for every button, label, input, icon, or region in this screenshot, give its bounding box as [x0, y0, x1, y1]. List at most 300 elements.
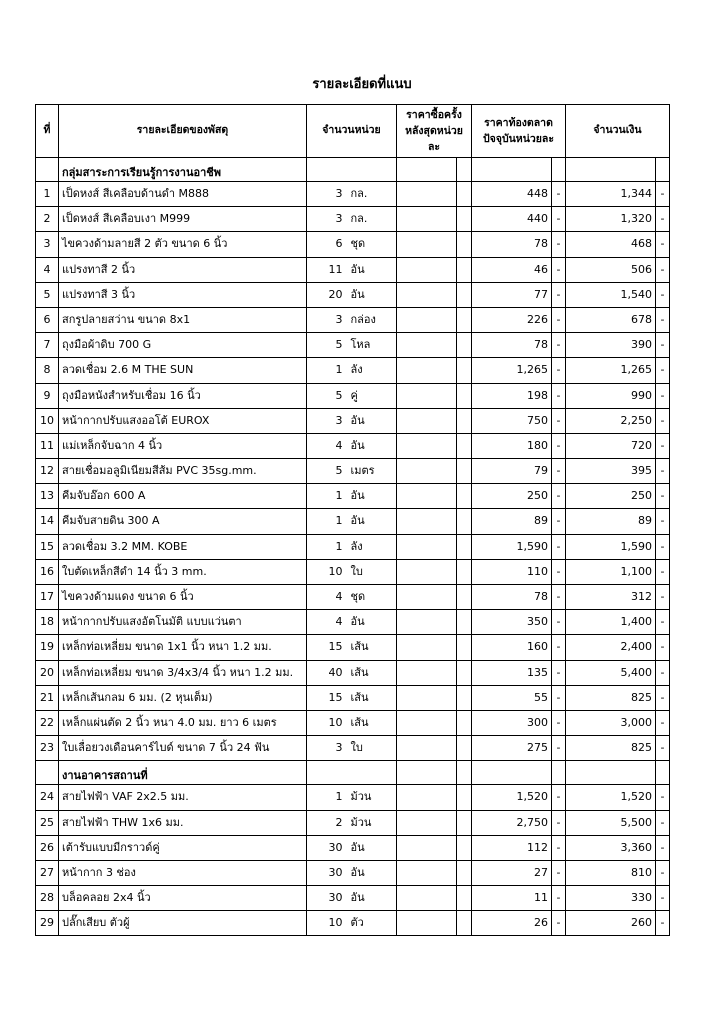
item-quantity: 6: [307, 232, 347, 257]
item-unit: เส้น: [347, 635, 397, 660]
item-unit: ม้วน: [347, 785, 397, 810]
item-market-price-satang: -: [552, 860, 566, 885]
item-last-price: [397, 257, 457, 282]
table-row: [36, 585, 670, 610]
item-amount: 5,500: [566, 810, 656, 835]
item-no: 13: [36, 484, 59, 509]
item-amount: 2,400: [566, 635, 656, 660]
item-market-price: 78: [472, 585, 552, 610]
table-row: [36, 383, 670, 408]
item-amount: 1,400: [566, 610, 656, 635]
group-empty-cell: [472, 158, 552, 182]
item-description: คีมจับอ๊อก 600 A: [59, 484, 307, 509]
item-market-price: 11: [472, 886, 552, 911]
item-unit: เส้น: [347, 710, 397, 735]
table-row: [36, 886, 670, 911]
item-no: 11: [36, 433, 59, 458]
item-market-price: 1,590: [472, 534, 552, 559]
item-description: เต้ารับแบบมีกราวด์คู่: [59, 835, 307, 860]
item-amount-satang: -: [656, 433, 670, 458]
item-amount-satang: -: [656, 685, 670, 710]
item-last-price: [397, 307, 457, 332]
table-row: [36, 685, 670, 710]
item-market-price: 198: [472, 383, 552, 408]
item-description: สายเชื่อมอลูมิเนียมสีส้ม PVC 35sg.mm.: [59, 459, 307, 484]
item-market-price-satang: -: [552, 433, 566, 458]
item-quantity: 40: [307, 660, 347, 685]
item-market-price: 250: [472, 484, 552, 509]
item-no: 26: [36, 835, 59, 860]
item-no: 3: [36, 232, 59, 257]
item-no: 9: [36, 383, 59, 408]
item-unit: อัน: [347, 408, 397, 433]
item-last-price-satang: [457, 307, 472, 332]
item-market-price: 78: [472, 232, 552, 257]
table-row: [36, 484, 670, 509]
item-amount-satang: -: [656, 358, 670, 383]
group-empty-cell: [656, 158, 670, 182]
item-unit: ใบ: [347, 559, 397, 584]
item-market-price: 78: [472, 333, 552, 358]
item-market-price: 112: [472, 835, 552, 860]
item-last-price-satang: [457, 860, 472, 885]
item-amount-satang: -: [656, 307, 670, 332]
item-description: หน้ากากปรับแสงอัตโนมัติ แบบแว่นตา: [59, 610, 307, 635]
header-no: ที่: [36, 105, 59, 158]
item-amount-satang: -: [656, 660, 670, 685]
item-quantity: 4: [307, 433, 347, 458]
item-market-price: 440: [472, 207, 552, 232]
item-no: 15: [36, 534, 59, 559]
item-last-price: [397, 509, 457, 534]
item-last-price: [397, 232, 457, 257]
item-amount-satang: -: [656, 383, 670, 408]
group-heading: งานอาคารสถานที่: [59, 761, 307, 785]
item-unit: ลัง: [347, 358, 397, 383]
item-amount-satang: -: [656, 484, 670, 509]
item-amount-satang: -: [656, 785, 670, 810]
item-amount: 330: [566, 886, 656, 911]
item-unit: ม้วน: [347, 810, 397, 835]
item-market-price-satang: -: [552, 736, 566, 761]
group-empty-cell: [552, 761, 566, 785]
item-amount-satang: -: [656, 282, 670, 307]
table-row: [36, 333, 670, 358]
item-amount-satang: -: [656, 810, 670, 835]
item-no: 19: [36, 635, 59, 660]
item-amount: 1,590: [566, 534, 656, 559]
item-last-price: [397, 484, 457, 509]
item-last-price-satang: [457, 685, 472, 710]
item-market-price: 46: [472, 257, 552, 282]
item-unit: กล่อง: [347, 307, 397, 332]
item-amount: 825: [566, 685, 656, 710]
table-row: [36, 459, 670, 484]
item-quantity: 15: [307, 685, 347, 710]
group-empty-cell: [397, 761, 457, 785]
item-amount: 390: [566, 333, 656, 358]
item-no: 17: [36, 585, 59, 610]
item-amount: 825: [566, 736, 656, 761]
item-quantity: 15: [307, 635, 347, 660]
item-amount-satang: -: [656, 232, 670, 257]
item-description: แปรงทาสี 2 นิ้ว: [59, 257, 307, 282]
item-market-price: 448: [472, 182, 552, 207]
item-market-price-satang: -: [552, 383, 566, 408]
item-description: ไขควงด้ามแดง ขนาด 6 นิ้ว: [59, 585, 307, 610]
item-market-price-satang: -: [552, 282, 566, 307]
item-amount: 678: [566, 307, 656, 332]
item-no: 22: [36, 710, 59, 735]
item-amount: 990: [566, 383, 656, 408]
item-no: 10: [36, 408, 59, 433]
item-market-price: 1,520: [472, 785, 552, 810]
item-market-price-satang: -: [552, 660, 566, 685]
item-quantity: 10: [307, 710, 347, 735]
item-no: 4: [36, 257, 59, 282]
item-last-price: [397, 333, 457, 358]
group-row: [36, 761, 670, 785]
item-last-price: [397, 433, 457, 458]
item-last-price-satang: [457, 207, 472, 232]
item-market-price-satang: -: [552, 559, 566, 584]
item-no: 27: [36, 860, 59, 885]
group-empty-cell: [566, 158, 656, 182]
item-unit: อัน: [347, 860, 397, 885]
item-quantity: 10: [307, 911, 347, 936]
item-amount: 468: [566, 232, 656, 257]
item-no: 20: [36, 660, 59, 685]
item-last-price-satang: [457, 660, 472, 685]
item-last-price: [397, 585, 457, 610]
group-unit-cell: [347, 158, 397, 182]
item-market-price: 350: [472, 610, 552, 635]
item-description: เหล็กท่อเหลี่ยม ขนาด 1x1 นิ้ว หนา 1.2 มม.: [59, 635, 307, 660]
item-no: 21: [36, 685, 59, 710]
item-last-price-satang: [457, 710, 472, 735]
item-market-price-satang: -: [552, 408, 566, 433]
item-no: 14: [36, 509, 59, 534]
item-description: เหล็กท่อเหลี่ยม ขนาด 3/4x3/4 นิ้ว หนา 1.2 มม.: [59, 660, 307, 685]
item-description: เป็ดหงส์ สีเคลือบด้านดำ M888: [59, 182, 307, 207]
item-last-price: [397, 660, 457, 685]
table-row: [36, 610, 670, 635]
table-row: [36, 660, 670, 685]
table-row: [36, 232, 670, 257]
page-title: รายละเอียดที่แนบ: [312, 77, 412, 92]
item-unit: อัน: [347, 610, 397, 635]
table-row: [36, 835, 670, 860]
table-row: [36, 257, 670, 282]
item-amount-satang: -: [656, 559, 670, 584]
item-description: ลวดเชื่อม 2.6 M THE SUN: [59, 358, 307, 383]
item-market-price: 160: [472, 635, 552, 660]
item-last-price-satang: [457, 182, 472, 207]
item-last-price-satang: [457, 282, 472, 307]
item-last-price-satang: [457, 358, 472, 383]
item-last-price-satang: [457, 509, 472, 534]
header-quantity: จำนวนหน่วย: [307, 105, 397, 158]
item-amount: 3,000: [566, 710, 656, 735]
item-amount-satang: -: [656, 886, 670, 911]
group-qty-cell: [307, 158, 347, 182]
table-row: [36, 307, 670, 332]
table-row: [36, 509, 670, 534]
item-market-price: 135: [472, 660, 552, 685]
item-last-price-satang: [457, 835, 472, 860]
table-row: [36, 710, 670, 735]
item-last-price: [397, 282, 457, 307]
item-market-price-satang: -: [552, 911, 566, 936]
table-row: [36, 182, 670, 207]
header-description: รายละเอียดของพัสดุ: [59, 105, 307, 158]
header-row: [36, 105, 670, 158]
group-heading: กลุ่มสาระการเรียนรู้การงานอาชีพ: [59, 158, 307, 182]
item-quantity: 3: [307, 408, 347, 433]
item-last-price: [397, 710, 457, 735]
item-description: ไขควงด้ามลายสี 2 ตัว ขนาด 6 นิ้ว: [59, 232, 307, 257]
item-description: ใบตัดเหล็กสีดำ 14 นิ้ว 3 mm.: [59, 559, 307, 584]
item-last-price: [397, 911, 457, 936]
item-unit: กล.: [347, 182, 397, 207]
item-no: 8: [36, 358, 59, 383]
item-last-price: [397, 635, 457, 660]
item-quantity: 30: [307, 886, 347, 911]
item-no: 24: [36, 785, 59, 810]
item-market-price-satang: -: [552, 257, 566, 282]
item-last-price-satang: [457, 635, 472, 660]
item-quantity: 4: [307, 585, 347, 610]
item-amount-satang: -: [656, 509, 670, 534]
item-market-price-satang: -: [552, 307, 566, 332]
item-market-price: 2,750: [472, 810, 552, 835]
item-no: 18: [36, 610, 59, 635]
item-last-price-satang: [457, 785, 472, 810]
item-amount: 1,520: [566, 785, 656, 810]
item-last-price-satang: [457, 433, 472, 458]
item-last-price: [397, 207, 457, 232]
group-empty-cell: [397, 158, 457, 182]
table-row: [36, 282, 670, 307]
item-no: 16: [36, 559, 59, 584]
item-quantity: 3: [307, 182, 347, 207]
item-description: แปรงทาสี 3 นิ้ว: [59, 282, 307, 307]
table-row: [36, 559, 670, 584]
item-unit: กล.: [347, 207, 397, 232]
table-row: [36, 408, 670, 433]
item-last-price-satang: [457, 585, 472, 610]
table-row: [36, 810, 670, 835]
item-last-price: [397, 408, 457, 433]
item-last-price-satang: [457, 484, 472, 509]
item-quantity: 5: [307, 383, 347, 408]
item-quantity: 3: [307, 307, 347, 332]
item-last-price-satang: [457, 383, 472, 408]
item-no: 5: [36, 282, 59, 307]
item-description: หน้ากาก 3 ช่อง: [59, 860, 307, 885]
item-amount: 1,344: [566, 182, 656, 207]
item-amount-satang: -: [656, 710, 670, 735]
item-amount-satang: -: [656, 585, 670, 610]
item-unit: คู่: [347, 383, 397, 408]
item-amount-satang: -: [656, 408, 670, 433]
item-unit: อัน: [347, 484, 397, 509]
item-last-price-satang: [457, 232, 472, 257]
item-market-price: 26: [472, 911, 552, 936]
item-market-price: 180: [472, 433, 552, 458]
item-description: เหล็กแผ่นตัด 2 นิ้ว หนา 4.0 มม. ยาว 6 เมตร: [59, 710, 307, 735]
group-empty-cell: [457, 158, 472, 182]
item-market-price-satang: -: [552, 685, 566, 710]
item-amount: 1,265: [566, 358, 656, 383]
item-market-price-satang: -: [552, 459, 566, 484]
item-unit: ใบ: [347, 736, 397, 761]
table-row: [36, 207, 670, 232]
item-amount: 1,320: [566, 207, 656, 232]
group-empty-cell: [566, 761, 656, 785]
item-description: ลวดเชื่อม 3.2 MM. KOBE: [59, 534, 307, 559]
item-quantity: 10: [307, 559, 347, 584]
item-market-price: 750: [472, 408, 552, 433]
item-market-price-satang: -: [552, 534, 566, 559]
table-row: [36, 534, 670, 559]
item-quantity: 1: [307, 785, 347, 810]
item-amount: 810: [566, 860, 656, 885]
item-market-price: 77: [472, 282, 552, 307]
item-description: ปลั๊กเสียบ ตัวผู้: [59, 911, 307, 936]
item-amount: 1,540: [566, 282, 656, 307]
item-unit: เส้น: [347, 685, 397, 710]
item-market-price-satang: -: [552, 585, 566, 610]
item-last-price-satang: [457, 534, 472, 559]
item-quantity: 30: [307, 835, 347, 860]
item-no: 23: [36, 736, 59, 761]
group-no-cell: [36, 761, 59, 785]
item-market-price-satang: -: [552, 182, 566, 207]
item-market-price-satang: -: [552, 635, 566, 660]
item-description: สกรูปลายสว่าน ขนาด 8x1: [59, 307, 307, 332]
item-market-price-satang: -: [552, 610, 566, 635]
item-quantity: 30: [307, 860, 347, 885]
item-amount-satang: -: [656, 182, 670, 207]
table-row: [36, 911, 670, 936]
item-last-price: [397, 459, 457, 484]
item-market-price-satang: -: [552, 509, 566, 534]
item-amount-satang: -: [656, 333, 670, 358]
item-last-price-satang: [457, 810, 472, 835]
item-description: สายไฟฟ้า VAF 2x2.5 มม.: [59, 785, 307, 810]
item-no: 1: [36, 182, 59, 207]
group-qty-cell: [307, 761, 347, 785]
item-market-price: 55: [472, 685, 552, 710]
item-amount: 312: [566, 585, 656, 610]
item-last-price: [397, 534, 457, 559]
item-description: ใบเลื่อยวงเดือนคาร์ไบด์ ขนาด 7 นิ้ว 24 ฟัน: [59, 736, 307, 761]
item-market-price: 110: [472, 559, 552, 584]
item-quantity: 1: [307, 534, 347, 559]
item-last-price-satang: [457, 886, 472, 911]
item-last-price-satang: [457, 459, 472, 484]
item-description: บล็อคลอย 2x4 นิ้ว: [59, 886, 307, 911]
item-description: หน้ากากปรับแสงออโต้ EUROX: [59, 408, 307, 433]
item-no: 29: [36, 911, 59, 936]
item-last-price: [397, 810, 457, 835]
item-amount: 506: [566, 257, 656, 282]
table-row: [36, 433, 670, 458]
item-no: 28: [36, 886, 59, 911]
item-no: 2: [36, 207, 59, 232]
item-last-price-satang: [457, 610, 472, 635]
item-no: 7: [36, 333, 59, 358]
item-last-price-satang: [457, 408, 472, 433]
item-quantity: 1: [307, 484, 347, 509]
table-row: [36, 358, 670, 383]
item-unit: เมตร: [347, 459, 397, 484]
item-quantity: 5: [307, 333, 347, 358]
item-amount-satang: -: [656, 911, 670, 936]
item-unit: ลัง: [347, 534, 397, 559]
item-amount-satang: -: [656, 635, 670, 660]
item-market-price: 275: [472, 736, 552, 761]
item-last-price-satang: [457, 911, 472, 936]
group-empty-cell: [457, 761, 472, 785]
item-market-price-satang: -: [552, 358, 566, 383]
table-row: [36, 635, 670, 660]
item-no: 25: [36, 810, 59, 835]
item-market-price: 27: [472, 860, 552, 885]
item-amount: 1,100: [566, 559, 656, 584]
item-unit: อัน: [347, 433, 397, 458]
group-unit-cell: [347, 761, 397, 785]
table-row: [36, 860, 670, 885]
item-quantity: 11: [307, 257, 347, 282]
item-quantity: 5: [307, 459, 347, 484]
item-last-price: [397, 358, 457, 383]
item-unit: อัน: [347, 509, 397, 534]
item-last-price: [397, 860, 457, 885]
item-last-price: [397, 736, 457, 761]
item-market-price: 300: [472, 710, 552, 735]
item-market-price: 89: [472, 509, 552, 534]
item-quantity: 2: [307, 810, 347, 835]
header-amount: จำนวนเงิน: [566, 105, 670, 158]
header-last-price: ราคาซื้อครั้งหลังสุดหน่วยละ: [397, 105, 472, 158]
item-last-price-satang: [457, 736, 472, 761]
item-amount: 2,250: [566, 408, 656, 433]
group-empty-cell: [552, 158, 566, 182]
item-description: คีมจับสายดิน 300 A: [59, 509, 307, 534]
item-amount: 250: [566, 484, 656, 509]
items-body: [36, 158, 670, 936]
item-market-price-satang: -: [552, 710, 566, 735]
item-no: 12: [36, 459, 59, 484]
item-last-price: [397, 383, 457, 408]
item-market-price: 1,265: [472, 358, 552, 383]
item-last-price: [397, 610, 457, 635]
item-amount-satang: -: [656, 736, 670, 761]
item-amount: 260: [566, 911, 656, 936]
item-last-price: [397, 835, 457, 860]
item-amount-satang: -: [656, 534, 670, 559]
item-market-price: 79: [472, 459, 552, 484]
group-no-cell: [36, 158, 59, 182]
item-market-price-satang: -: [552, 484, 566, 509]
item-market-price-satang: -: [552, 886, 566, 911]
item-description: แม่เหล็กจับฉาก 4 นิ้ว: [59, 433, 307, 458]
item-last-price: [397, 182, 457, 207]
item-unit: โหล: [347, 333, 397, 358]
item-last-price-satang: [457, 257, 472, 282]
